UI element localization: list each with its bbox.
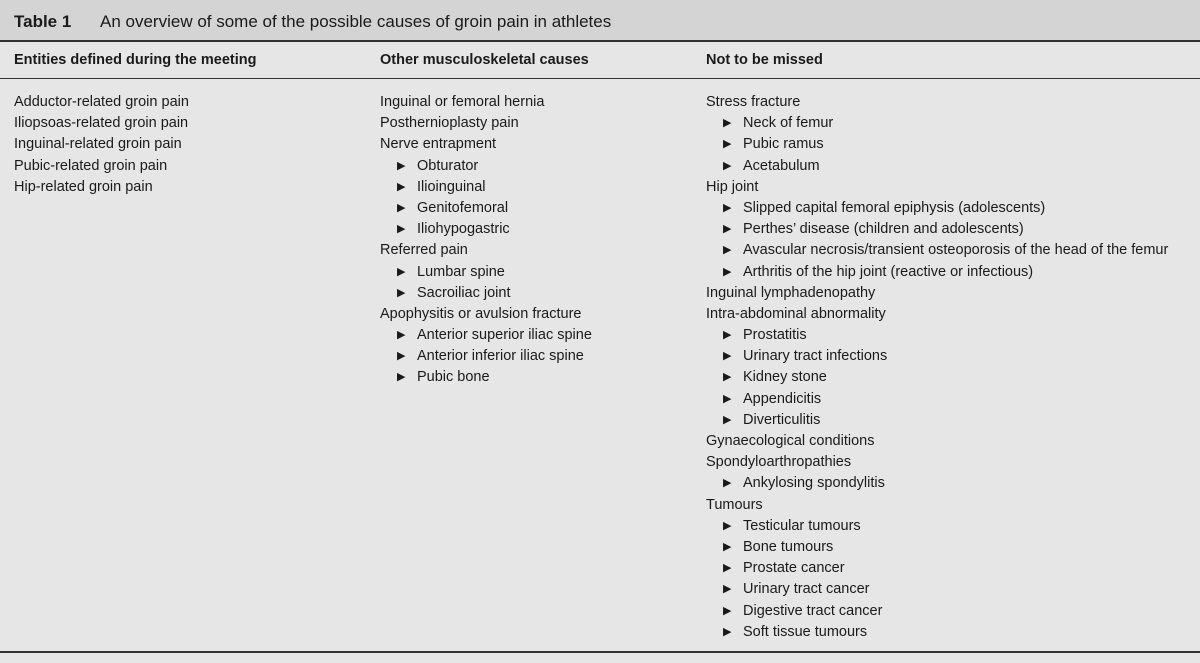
triangle-bullet-icon: ▶ bbox=[723, 413, 732, 426]
triangle-bullet-icon: ▶ bbox=[723, 223, 732, 236]
column-entities bbox=[14, 92, 189, 198]
triangle-bullet-icon: ▶ bbox=[397, 180, 406, 193]
list-item-text: Kidney stone bbox=[743, 369, 827, 386]
list-item-text: Diverticulitis bbox=[743, 411, 821, 428]
list-item-text: Prostate cancer bbox=[743, 560, 845, 577]
sub-list-item bbox=[706, 473, 1168, 494]
sub-list-item bbox=[706, 622, 1168, 643]
list-item-text: Pubic-related groin pain bbox=[14, 157, 168, 174]
list-item-text: Hip joint bbox=[706, 178, 759, 195]
list-item-text: Urinary tract cancer bbox=[743, 581, 870, 598]
list-item bbox=[14, 113, 189, 134]
triangle-bullet-icon: ▶ bbox=[723, 244, 732, 257]
sub-list-item bbox=[706, 537, 1168, 558]
list-item bbox=[14, 156, 189, 177]
sub-list-item bbox=[706, 325, 1168, 346]
list-item bbox=[706, 495, 1168, 516]
list-item-text: Referred pain bbox=[380, 242, 468, 259]
list-item-text: Inguinal lymphadenopathy bbox=[706, 284, 876, 301]
list-item-text: Lumbar spine bbox=[417, 263, 505, 280]
list-item bbox=[380, 304, 592, 325]
column-header-entities: Entities defined during the meeting bbox=[14, 52, 257, 68]
sub-list-item bbox=[706, 219, 1168, 240]
sub-list-item bbox=[706, 516, 1168, 537]
list-item-text: Bone tumours bbox=[743, 538, 834, 555]
triangle-bullet-icon: ▶ bbox=[397, 159, 406, 172]
list-item-text: Stress fracture bbox=[706, 94, 801, 110]
list-item bbox=[380, 113, 592, 134]
sub-list-item bbox=[706, 389, 1168, 410]
list-item-text: Arthritis of the hip joint (reactive or infectious) bbox=[743, 263, 1034, 280]
list-item bbox=[706, 177, 1168, 198]
list-item-text: Iliohypogastric bbox=[417, 221, 510, 238]
bottom-rule bbox=[0, 651, 1200, 653]
triangle-bullet-icon: ▶ bbox=[723, 625, 732, 638]
sub-list-item bbox=[706, 601, 1168, 622]
triangle-bullet-icon: ▶ bbox=[723, 201, 732, 214]
triangle-bullet-icon: ▶ bbox=[723, 477, 732, 490]
list-item-text: Ankylosing spondylitis bbox=[743, 475, 885, 492]
sub-list-item bbox=[380, 346, 592, 367]
triangle-bullet-icon: ▶ bbox=[723, 350, 732, 363]
sub-list-item bbox=[380, 177, 592, 198]
list-item-text: Ilioinguinal bbox=[417, 178, 486, 195]
triangle-bullet-icon: ▶ bbox=[723, 583, 732, 596]
sub-list-item bbox=[706, 134, 1168, 155]
list-item bbox=[14, 134, 189, 155]
column-musculoskeletal bbox=[380, 92, 592, 389]
list-item-text: Digestive tract cancer bbox=[743, 602, 883, 619]
list-item-text: Gynaecological conditions bbox=[706, 433, 875, 449]
column-header-musculoskeletal: Other musculoskeletal causes bbox=[380, 52, 589, 68]
list-item-text: Soft tissue tumours bbox=[743, 623, 868, 640]
list-item bbox=[706, 452, 1168, 473]
list-item-text: Perthes’ disease (children and adolescents) bbox=[743, 221, 1024, 238]
sub-list-item bbox=[380, 325, 592, 346]
column-header-not-to-be-missed: Not to be missed bbox=[706, 52, 823, 68]
list-item bbox=[706, 431, 1168, 452]
triangle-bullet-icon: ▶ bbox=[397, 329, 406, 342]
sub-list-item bbox=[706, 156, 1168, 177]
list-item-text: Acetabulum bbox=[743, 157, 820, 174]
sub-list-item bbox=[706, 410, 1168, 431]
triangle-bullet-icon: ▶ bbox=[723, 159, 732, 172]
sub-list-item bbox=[706, 346, 1168, 367]
list-item-text: Urinary tract infections bbox=[743, 348, 888, 365]
sub-list-item bbox=[706, 579, 1168, 600]
list-item bbox=[380, 92, 592, 113]
list-item bbox=[706, 283, 1168, 304]
list-item-text: Appendicitis bbox=[743, 390, 822, 407]
triangle-bullet-icon: ▶ bbox=[397, 201, 406, 214]
list-item bbox=[706, 92, 1168, 113]
triangle-bullet-icon: ▶ bbox=[397, 286, 406, 299]
list-item-text: Slipped capital femoral epiphysis (adolescents) bbox=[743, 199, 1046, 216]
triangle-bullet-icon: ▶ bbox=[723, 371, 732, 384]
list-item-text: Inguinal-related groin pain bbox=[14, 136, 182, 153]
list-item-text: Anterior inferior iliac spine bbox=[417, 348, 584, 365]
list-item-text: Sacroiliac joint bbox=[417, 284, 511, 301]
triangle-bullet-icon: ▶ bbox=[397, 265, 406, 278]
list-item-text: Pubic bone bbox=[417, 369, 490, 386]
triangle-bullet-icon: ▶ bbox=[723, 329, 732, 342]
triangle-bullet-icon: ▶ bbox=[723, 138, 732, 151]
table-caption: An overview of some of the possible causes of groin pain in athletes bbox=[100, 12, 612, 31]
list-item-text: Nerve entrapment bbox=[380, 136, 497, 153]
triangle-bullet-icon: ▶ bbox=[723, 265, 732, 278]
list-item-text: Genitofemoral bbox=[417, 199, 509, 216]
column-not-to-be-missed bbox=[706, 92, 1168, 643]
table-title-bar bbox=[0, 0, 1200, 40]
list-item-text: Avascular necrosis/transient osteoporosis of the head of the femur bbox=[743, 242, 1169, 259]
list-item-text: Spondyloarthropathies bbox=[706, 454, 852, 471]
top-rule bbox=[0, 40, 1200, 42]
list-item-text: Posthernioplasty pain bbox=[380, 115, 519, 132]
triangle-bullet-icon: ▶ bbox=[723, 519, 732, 532]
list-item-text: Obturator bbox=[417, 157, 479, 174]
sub-list-item bbox=[380, 219, 592, 240]
sub-list-item bbox=[380, 367, 592, 388]
sub-list-item bbox=[706, 558, 1168, 579]
triangle-bullet-icon: ▶ bbox=[397, 371, 406, 384]
list-item-text: Neck of femur bbox=[743, 115, 834, 132]
triangle-bullet-icon: ▶ bbox=[397, 350, 406, 363]
list-item bbox=[380, 134, 592, 155]
list-item-text: Anterior superior iliac spine bbox=[417, 327, 592, 344]
sub-list-item bbox=[706, 198, 1168, 219]
list-item-text: Apophysitis or avulsion fracture bbox=[380, 305, 582, 322]
sub-list-item bbox=[706, 262, 1168, 283]
sub-list-item bbox=[380, 283, 592, 304]
list-item-text: Tumours bbox=[706, 496, 763, 513]
sub-list-item bbox=[380, 262, 592, 283]
list-item-text: Iliopsoas-related groin pain bbox=[14, 115, 189, 132]
list-item-text: Inguinal or femoral hernia bbox=[380, 94, 545, 110]
list-item-text: Hip-related groin pain bbox=[14, 178, 153, 195]
sub-list-item bbox=[380, 156, 592, 177]
triangle-bullet-icon: ▶ bbox=[723, 604, 732, 617]
sub-list-item bbox=[380, 198, 592, 219]
triangle-bullet-icon: ▶ bbox=[723, 392, 732, 405]
sub-list-item bbox=[706, 113, 1168, 134]
list-item-text: Pubic ramus bbox=[743, 136, 824, 153]
triangle-bullet-icon: ▶ bbox=[723, 562, 732, 575]
list-item bbox=[706, 304, 1168, 325]
sub-list-item bbox=[706, 367, 1168, 388]
list-item-text: Intra-abdominal abnormality bbox=[706, 305, 886, 322]
list-item-text: Prostatitis bbox=[743, 327, 807, 344]
list-item bbox=[14, 92, 189, 113]
sub-list-item bbox=[706, 240, 1168, 261]
triangle-bullet-icon: ▶ bbox=[723, 117, 732, 130]
header-rule bbox=[0, 78, 1200, 79]
triangle-bullet-icon: ▶ bbox=[723, 540, 732, 553]
triangle-bullet-icon: ▶ bbox=[397, 223, 406, 236]
list-item-text: Testicular tumours bbox=[743, 517, 861, 534]
list-item bbox=[380, 240, 592, 261]
list-item bbox=[14, 177, 189, 198]
list-item-text: Adductor-related groin pain bbox=[14, 94, 189, 110]
table-label: Table 1 bbox=[14, 12, 72, 31]
